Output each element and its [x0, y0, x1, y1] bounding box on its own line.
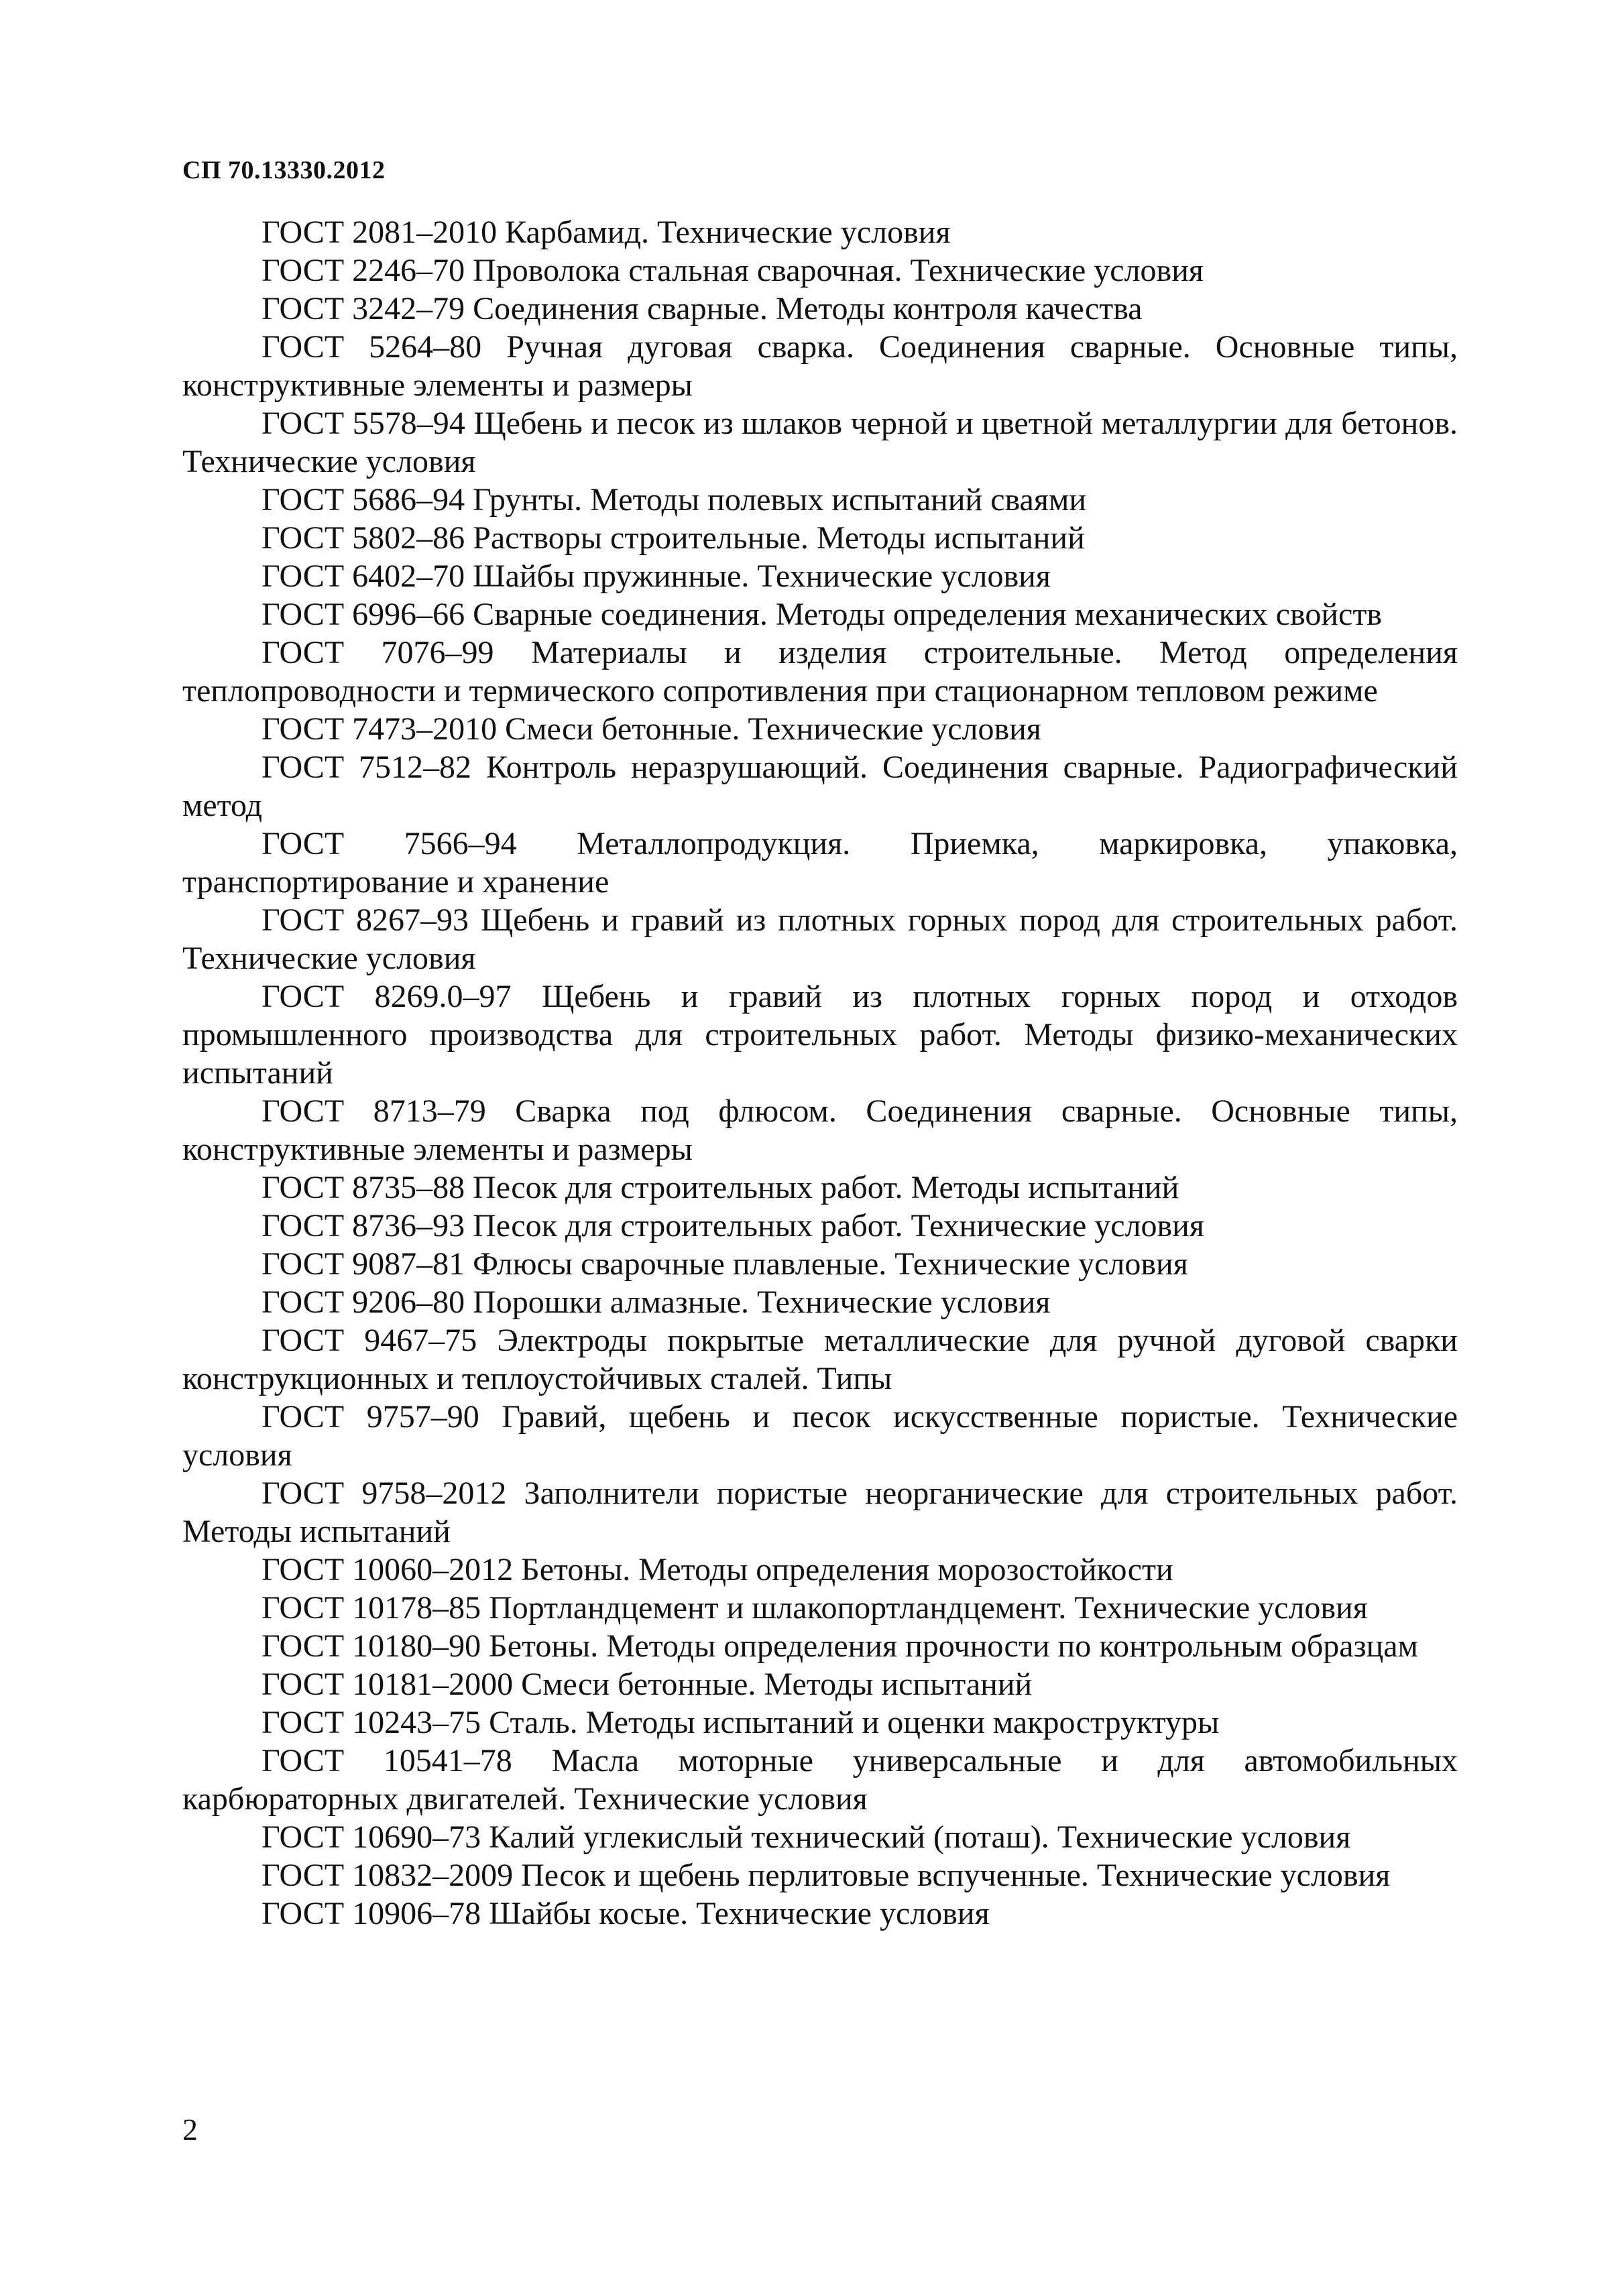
reference-item: ГОСТ 5578–94 Щебень и песок из шлаков черной и цветной металлургии для бетонов. Технические условия	[182, 406, 1458, 479]
reference-item: ГОСТ 10060–2012 Бетоны. Методы определения морозостойкости	[262, 1552, 1173, 1587]
reference-item: ГОСТ 8713–79 Сварка под флюсом. Соединения сварные. Основные типы, конструктивные элементы и размеры	[182, 1093, 1458, 1167]
document-code-header: СП 70.13330.2012	[182, 156, 386, 184]
reference-item: ГОСТ 2081–2010 Карбамид. Технические условия	[262, 215, 951, 250]
reference-item: ГОСТ 9467–75 Электроды покрытые металлические для ручной дуговой сварки конструкционных и теплоустойчивых сталей. Типы	[182, 1323, 1458, 1396]
reference-item: ГОСТ 9758–2012 Заполнители пористые неорганические для строительных работ. Методы испытаний	[182, 1475, 1458, 1549]
reference-item: ГОСТ 10906–78 Шайбы косые. Технические условия	[262, 1896, 990, 1931]
reference-item: ГОСТ 7566–94 Металлопродукция. Приемка, маркировка, упаковка, транспортирование и хранение	[182, 826, 1458, 900]
reference-item: ГОСТ 10243–75 Сталь. Методы испытаний и оценки макроструктуры	[262, 1705, 1220, 1740]
reference-item: ГОСТ 7512–82 Контроль неразрушающий. Соединения сварные. Радиографический метод	[182, 749, 1458, 823]
reference-item: ГОСТ 10178–85 Портландцемент и шлакопортландцемент. Технические условия	[262, 1590, 1368, 1626]
reference-item: ГОСТ 5264–80 Ручная дуговая сварка. Соединения сварные. Основные типы, конструктивные элементы и размеры	[182, 329, 1458, 403]
reference-item: ГОСТ 3242–79 Соединения сварные. Методы контроля качества	[262, 291, 1143, 326]
reference-item: ГОСТ 9206–80 Порошки алмазные. Технические условия	[262, 1284, 1051, 1320]
reference-item: ГОСТ 7076–99 Материалы и изделия строительные. Метод определения теплопроводности и термического сопротивления при стационарном тепловом режиме	[182, 635, 1458, 709]
reference-item: ГОСТ 8735–88 Песок для строительных работ. Методы испытаний	[262, 1170, 1179, 1205]
reference-item: ГОСТ 8736–93 Песок для строительных работ. Технические условия	[262, 1208, 1204, 1244]
reference-item: ГОСТ 10690–73 Калий углекислый технический (поташ). Технические условия	[262, 1819, 1351, 1855]
reference-item: ГОСТ 9757–90 Гравий, щебень и песок искусственные пористые. Технические условия	[182, 1399, 1458, 1473]
reference-item: ГОСТ 10832–2009 Песок и щебень перлитовые вспученные. Технические условия	[262, 1858, 1391, 1893]
reference-item: ГОСТ 2246–70 Проволока стальная сварочная. Технические условия	[262, 253, 1204, 288]
reference-item: ГОСТ 6996–66 Сварные соединения. Методы определения механических свойств	[262, 597, 1382, 632]
reference-item: ГОСТ 10541–78 Масла моторные универсальные и для автомобильных карбюраторных двигателей. Технические условия	[182, 1743, 1458, 1817]
reference-item: ГОСТ 8269.0–97 Щебень и гравий из плотных горных пород и отходов промышленного производства для строительных работ. Методы физико-механических испытаний	[182, 979, 1458, 1091]
reference-item: ГОСТ 6402–70 Шайбы пружинные. Технические условия	[262, 558, 1051, 594]
reference-item: ГОСТ 10181–2000 Смеси бетонные. Методы испытаний	[262, 1667, 1033, 1702]
reference-list	[182, 213, 1458, 1933]
page-number: 2	[182, 2112, 198, 2147]
reference-item: ГОСТ 5802–86 Растворы строительные. Методы испытаний	[262, 520, 1085, 556]
reference-item: ГОСТ 8267–93 Щебень и гравий из плотных горных пород для строительных работ. Технические условия	[182, 902, 1458, 976]
reference-item: ГОСТ 7473–2010 Смеси бетонные. Технические условия	[262, 711, 1041, 747]
reference-item: ГОСТ 9087–81 Флюсы сварочные плавленые. Технические условия	[262, 1246, 1188, 1282]
reference-item: ГОСТ 5686–94 Грунты. Методы полевых испытаний сваями	[262, 482, 1086, 518]
reference-item: ГОСТ 10180–90 Бетоны. Методы определения прочности по контрольным образцам	[262, 1628, 1418, 1664]
